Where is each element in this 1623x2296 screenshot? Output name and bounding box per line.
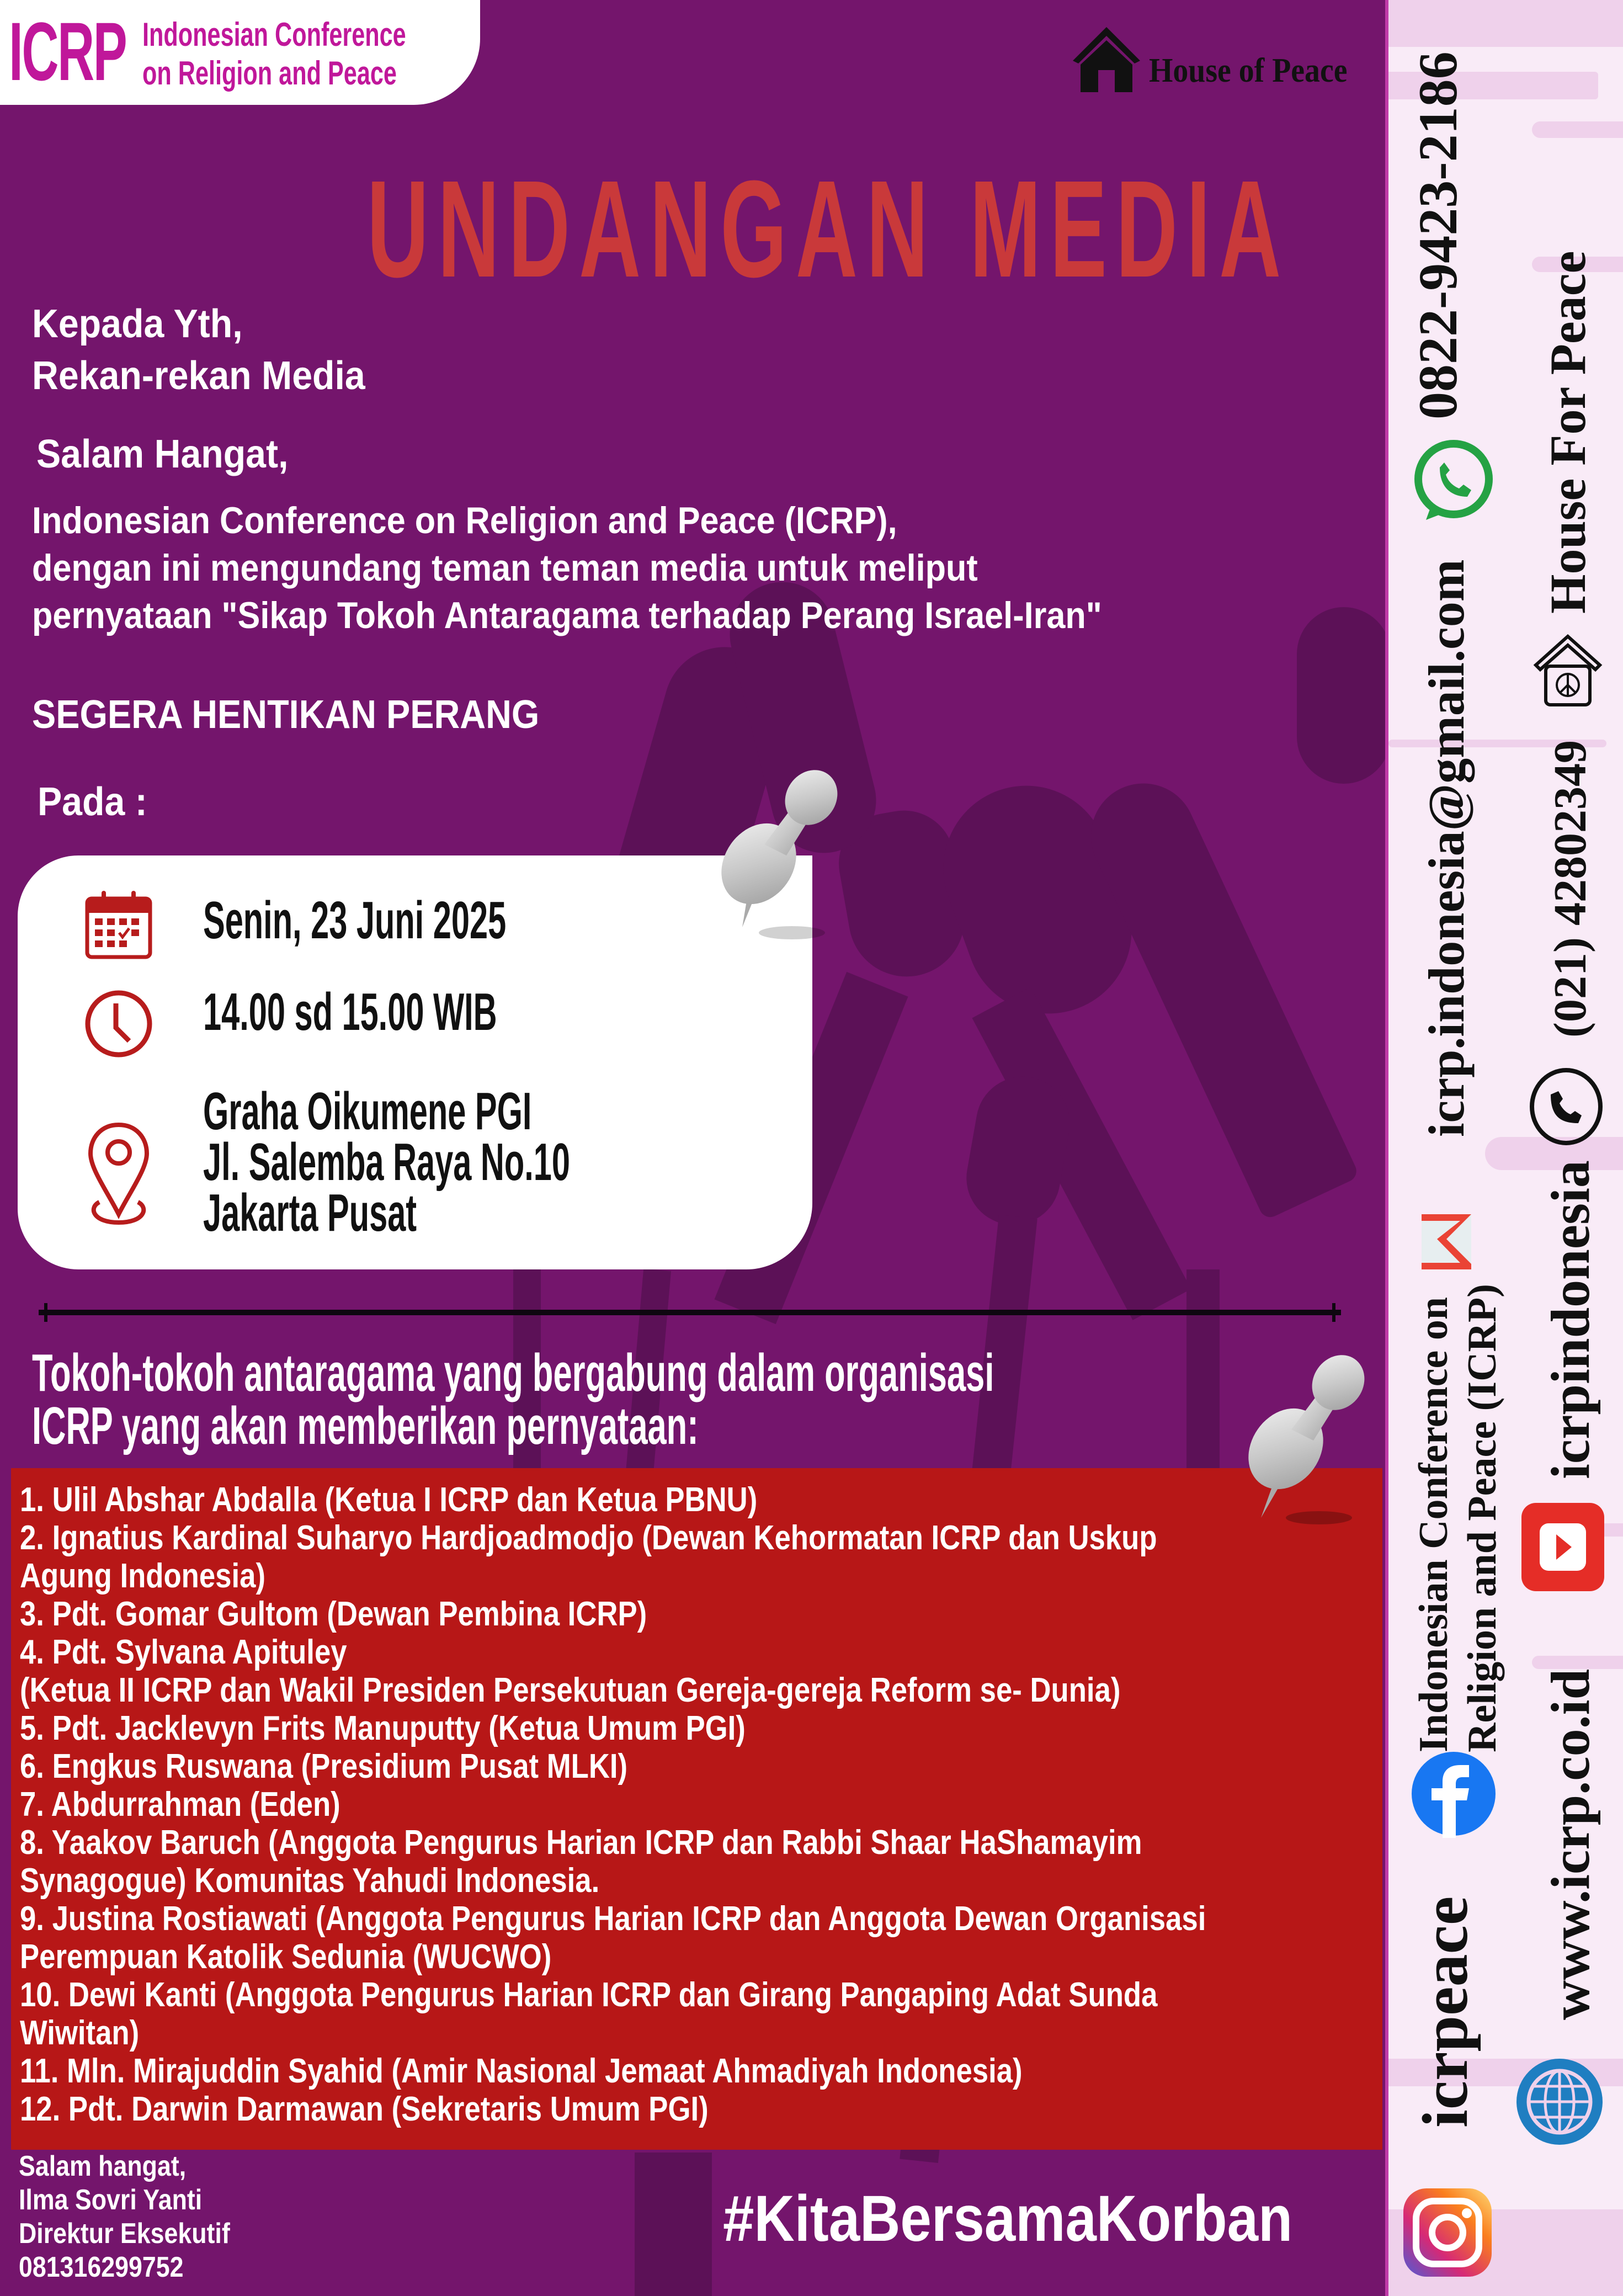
youtube-icon[interactable]	[1519, 1500, 1607, 1594]
greeting-line-2: Rekan-rekan Media	[32, 354, 365, 398]
speakers-heading-line-1: Tokoh-tokoh antaragama yang bergabung dalam organisasi	[32, 1343, 994, 1402]
list-item: 6. Engkus Ruswana (Presidium Pusat MLKI)	[20, 1747, 628, 1785]
section-divider	[39, 1310, 1341, 1315]
list-item: Perempuan Katolik Sedunia (WUCWO)	[20, 1938, 552, 1976]
house-icon	[1071, 25, 1142, 94]
venue-line-2: Jl. Salemba Raya No.10	[203, 1133, 570, 1192]
event-details-card	[18, 855, 812, 1269]
youtube-channel[interactable]: icrpindonesia	[1540, 1160, 1601, 1479]
list-item: 8. Yaakov Baruch (Anggota Pengurus Harian ICRP dan Rabbi Shaar HaShamayim	[20, 1824, 1142, 1862]
list-item: 11. Mln. Mirajuddin Syahid (Amir Nasional Jemaat Ahmadiyah Indonesia)	[20, 2052, 1023, 2090]
greeting-line-1: Kepada Yth,	[32, 302, 243, 346]
mic-silhouette	[959, 1069, 1077, 1232]
facebook-page[interactable]	[1409, 1284, 1507, 1752]
house-of-peace-logo	[1071, 22, 1369, 94]
event-time: 14.00 sd 15.00 WIB	[203, 982, 497, 1041]
signature-block	[19, 2150, 230, 2284]
list-item: Synagogue) Komunitas Yahudi Indonesia.	[20, 1862, 600, 1900]
instagram-handle[interactable]: icrpeace	[1409, 1896, 1481, 2128]
pada-label: Pada :	[38, 780, 147, 824]
venue-address	[203, 1082, 570, 1242]
facebook-line-1: Indonesian Conference on	[1411, 1296, 1456, 1752]
list-item: 9. Justina Rostiawati (Anggota Pengurus Harian ICRP dan Anggota Dewan Organisasi	[20, 1900, 1206, 1938]
decor-band	[1388, 0, 1623, 47]
house-peace-icon	[1529, 632, 1606, 709]
intro-paragraph	[32, 497, 1102, 639]
gmail-icon[interactable]	[1416, 1209, 1477, 1275]
salam-hangat: Salam Hangat,	[36, 432, 289, 476]
whatsapp-number[interactable]: 0822-9423-2186	[1407, 51, 1468, 419]
website-link[interactable]: www.icrp.co.id	[1540, 1668, 1601, 2020]
speakers-heading-line-2: ICRP yang akan memberikan pernyataan:	[32, 1396, 699, 1455]
mic-silhouette	[635, 2152, 712, 2296]
intro-line-2: dengan ini mengundang teman teman media untuk meliput	[32, 547, 978, 589]
list-item: Wiwitan)	[20, 2014, 140, 2052]
signature-greeting: Salam hangat,	[19, 2150, 187, 2182]
globe-icon[interactable]	[1515, 2058, 1604, 2146]
page-title: UNDANGAN MEDIA	[367, 152, 1290, 306]
signature-phone: 081316299752	[19, 2251, 184, 2283]
calendar-icon	[83, 889, 155, 960]
clock-icon	[83, 988, 155, 1060]
list-item: 4. Pdt. Sylvana Apituley	[20, 1633, 347, 1671]
icrp-logo	[0, 0, 480, 105]
venue-line-1: Graha Oikumene PGI	[203, 1082, 532, 1141]
list-item: 1. Ulil Abshar Abdalla (Ketua I ICRP dan Ketua PBNU)	[20, 1481, 758, 1519]
house-for-peace-label: House For Peace	[1540, 251, 1596, 614]
decor-band	[1532, 121, 1623, 138]
phone-icon[interactable]	[1528, 1068, 1605, 1145]
list-item: (Ketua II ICRP dan Wakil Presiden Persekutuan Gereja-gereja Reform se- Dunia)	[20, 1671, 1121, 1709]
instagram-icon[interactable]	[1401, 2186, 1494, 2279]
mic-silhouette	[1297, 607, 1385, 784]
list-item: Agung Indonesia)	[20, 1557, 266, 1595]
mic-silhouette	[1186, 1269, 1220, 1474]
facebook-icon[interactable]	[1409, 1750, 1498, 1838]
speakers-list	[20, 1481, 1206, 2128]
facebook-line-2: Religion and Peace (ICRP)	[1460, 1284, 1505, 1752]
list-item: 12. Pdt. Darwin Darmawan (Sekretaris Umum PGI)	[20, 2090, 709, 2128]
logo-subtitle	[142, 15, 406, 93]
speakers-heading	[32, 1343, 994, 1455]
signature-name: Ilma Sovri Yanti	[19, 2184, 203, 2216]
logo-line-1: Indonesian Conference	[142, 16, 406, 53]
contact-strip	[1385, 0, 1623, 2296]
pushpin-icon	[715, 767, 847, 949]
pushpin-icon	[1242, 1352, 1374, 1534]
signature-role: Direktur Eksekutif	[19, 2218, 230, 2250]
hashtag: #KitaBersamaKorban	[723, 2182, 1293, 2255]
list-item: 7. Abdurrahman (Eden)	[20, 1785, 340, 1824]
logo-line-2: on Religion and Peace	[142, 55, 397, 92]
office-phone[interactable]: (021) 42802349	[1545, 740, 1596, 1038]
greeting	[32, 298, 365, 402]
intro-line-1: Indonesian Conference on Religion and Peace (ICRP),	[32, 499, 897, 541]
decor-band	[1532, 1656, 1623, 1669]
whatsapp-icon[interactable]	[1409, 437, 1498, 525]
location-pin-icon	[83, 1120, 155, 1225]
venue-line-3: Jakarta Pusat	[203, 1183, 417, 1242]
partner-name: House of Peace	[1149, 52, 1348, 89]
event-date: Senin, 23 Juni 2025	[203, 891, 507, 950]
slogan: SEGERA HENTIKAN PERANG	[32, 693, 540, 737]
list-item: 10. Dewi Kanti (Anggota Pengurus Harian ICRP dan Girang Pangaping Adat Sunda	[20, 1976, 1158, 2014]
intro-line-3: pernyataan "Sikap Tokoh Antaragama terhadap Perang Israel-Iran"	[32, 594, 1102, 636]
list-item: 5. Pdt. Jacklevyn Frits Manuputty (Ketua Umum PGI)	[20, 1709, 746, 1747]
logo-acronym: ICRP	[9, 5, 126, 98]
list-item: 3. Pdt. Gomar Gultom (Dewan Pembina ICRP)	[20, 1595, 647, 1633]
email-address[interactable]: icrp.indonesia@gmail.com	[1418, 559, 1475, 1137]
list-item: 2. Ignatius Kardinal Suharyo Hardjoadmodjo (Dewan Kehormatan ICRP dan Uskup	[20, 1519, 1157, 1557]
